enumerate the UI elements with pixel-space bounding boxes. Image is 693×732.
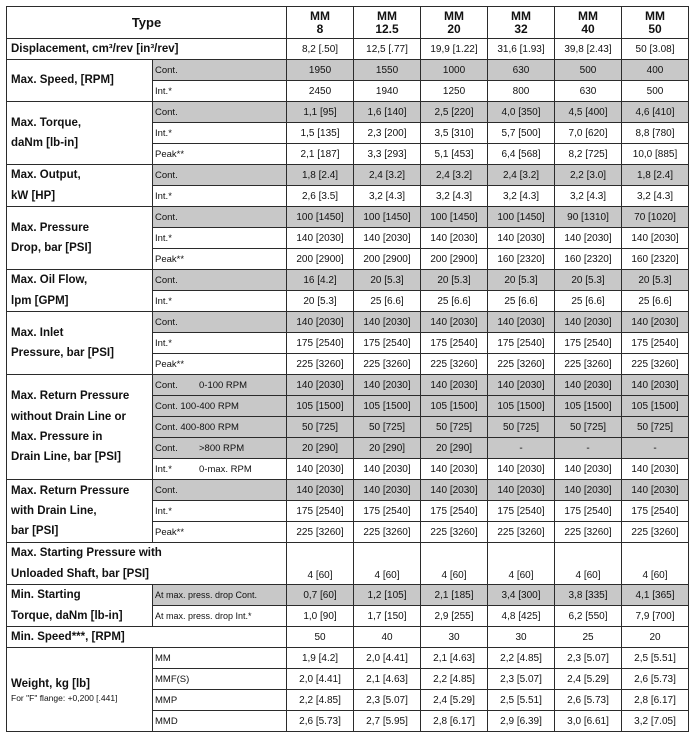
value-cell: 100 [1450] xyxy=(354,207,421,228)
value-cell: 100 [1450] xyxy=(488,207,555,228)
value-cell: 225 [3260] xyxy=(555,354,622,375)
value-cell: 140 [2030] xyxy=(421,459,488,480)
spec-table xyxy=(6,6,689,732)
value-cell: 175 [2540] xyxy=(287,501,354,522)
condition-label: Peak** xyxy=(153,522,287,543)
value-cell: 1,0 [90] xyxy=(287,606,354,627)
value-cell: 31,6 [1.93] xyxy=(488,39,555,60)
value-cell: 140 [2030] xyxy=(555,312,622,333)
param-label: Max. Output, kW [HP] xyxy=(7,165,153,207)
param-label: Min. Starting Torque, daNm [lb-in] xyxy=(7,585,153,627)
condition-label: Cont. xyxy=(153,312,287,333)
value-cell: 4 [60] xyxy=(421,543,488,585)
condition-label: Cont. xyxy=(153,60,287,81)
value-cell: 2,6 [5.73] xyxy=(555,690,622,711)
value-cell: - xyxy=(622,438,689,459)
value-cell: 200 [2900] xyxy=(354,249,421,270)
value-cell: 2,0 [4.41] xyxy=(354,648,421,669)
value-cell: 140 [2030] xyxy=(421,228,488,249)
value-cell: 500 xyxy=(555,60,622,81)
value-cell: - xyxy=(488,438,555,459)
value-cell: 1,2 [105] xyxy=(354,585,421,606)
value-cell: 1,8 [2.4] xyxy=(622,165,689,186)
value-cell: 50 [3.08] xyxy=(622,39,689,60)
value-cell: 140 [2030] xyxy=(622,459,689,480)
value-cell: 160 [2320] xyxy=(555,249,622,270)
condition-label: Int.* xyxy=(153,291,287,312)
value-cell: 140 [2030] xyxy=(488,459,555,480)
value-cell: 140 [2030] xyxy=(622,228,689,249)
condition-label: Peak** xyxy=(153,144,287,165)
value-cell: 630 xyxy=(555,81,622,102)
value-cell: 175 [2540] xyxy=(622,333,689,354)
value-cell: 2,4 [3.2] xyxy=(354,165,421,186)
value-cell: 1,7 [150] xyxy=(354,606,421,627)
value-cell: 105 [1500] xyxy=(555,396,622,417)
value-cell: 5,1 [453] xyxy=(421,144,488,165)
param-label: Max. Return Pressure without Drain Line or Max. Pressure in Drain Line, bar [PSI] xyxy=(7,375,153,480)
param-label: Max. Starting Pressure with Unloaded Shaft, bar [PSI] xyxy=(7,543,287,585)
value-cell: 225 [3260] xyxy=(421,354,488,375)
value-cell: 25 [6.6] xyxy=(421,291,488,312)
value-cell: 2,6 [5.73] xyxy=(622,669,689,690)
condition-label: Int.* xyxy=(153,501,287,522)
value-cell: 4 [60] xyxy=(622,543,689,585)
value-cell: 140 [2030] xyxy=(287,228,354,249)
value-cell: 225 [3260] xyxy=(421,522,488,543)
value-cell: 1940 xyxy=(354,81,421,102)
value-cell: 1,8 [2.4] xyxy=(287,165,354,186)
type-header: Type xyxy=(7,7,287,39)
value-cell: 2,5 [5.51] xyxy=(488,690,555,711)
value-cell: 2,4 [3.2] xyxy=(488,165,555,186)
param-label: Displacement, cm³/rev [in³/rev] xyxy=(7,39,287,60)
value-cell: 0,7 [60] xyxy=(287,585,354,606)
condition-label: Int.* xyxy=(153,81,287,102)
flange-note: For "F" flange: +0,200 [.441] xyxy=(11,692,118,703)
value-cell: 2450 xyxy=(287,81,354,102)
model-header: MM 12.5 xyxy=(354,7,421,39)
value-cell: 30 xyxy=(421,627,488,648)
condition-label: MMD xyxy=(153,711,287,732)
value-cell: 20 [290] xyxy=(354,438,421,459)
value-cell: 7,0 [620] xyxy=(555,123,622,144)
value-cell: 3,5 [310] xyxy=(421,123,488,144)
value-cell: 140 [2030] xyxy=(421,375,488,396)
value-cell: 25 [6.6] xyxy=(354,291,421,312)
value-cell: 175 [2540] xyxy=(555,501,622,522)
value-cell: 400 xyxy=(622,60,689,81)
value-cell: 3,2 [7.05] xyxy=(622,711,689,732)
value-cell: 3,0 [6.61] xyxy=(555,711,622,732)
value-cell: - xyxy=(555,438,622,459)
value-cell: 1950 xyxy=(287,60,354,81)
value-cell: 200 [2900] xyxy=(421,249,488,270)
condition-label: Cont. xyxy=(153,480,287,501)
value-cell: 3,4 [300] xyxy=(488,585,555,606)
param-label: Max. Pressure Drop, bar [PSI] xyxy=(7,207,153,270)
value-cell: 20 [290] xyxy=(287,438,354,459)
value-cell: 2,4 [5.29] xyxy=(421,690,488,711)
condition-label: Cont. >800 RPM xyxy=(153,438,287,459)
condition-label: Peak** xyxy=(153,249,287,270)
value-cell: 2,8 [6.17] xyxy=(421,711,488,732)
value-cell: 20 xyxy=(622,627,689,648)
value-cell: 140 [2030] xyxy=(287,312,354,333)
value-cell: 175 [2540] xyxy=(354,501,421,522)
condition-label: Cont. xyxy=(153,102,287,123)
value-cell: 2,2 [3.0] xyxy=(555,165,622,186)
value-cell: 7,9 [700] xyxy=(622,606,689,627)
value-cell: 4 [60] xyxy=(287,543,354,585)
value-cell: 140 [2030] xyxy=(287,480,354,501)
value-cell: 140 [2030] xyxy=(622,312,689,333)
value-cell: 20 [290] xyxy=(421,438,488,459)
value-cell: 140 [2030] xyxy=(354,459,421,480)
condition-label: Cont. 0-100 RPM xyxy=(153,375,287,396)
value-cell: 50 [725] xyxy=(622,417,689,438)
value-cell: 225 [3260] xyxy=(354,354,421,375)
value-cell: 2,0 [4.41] xyxy=(287,669,354,690)
value-cell: 2,4 [3.2] xyxy=(421,165,488,186)
value-cell: 140 [2030] xyxy=(488,480,555,501)
value-cell: 25 xyxy=(555,627,622,648)
value-cell: 225 [3260] xyxy=(287,354,354,375)
value-cell: 140 [2030] xyxy=(488,375,555,396)
condition-label: Cont. 100-400 RPM xyxy=(153,396,287,417)
value-cell: 2,9 [6.39] xyxy=(488,711,555,732)
value-cell: 2,3 [200] xyxy=(354,123,421,144)
condition-label: MM xyxy=(153,648,287,669)
value-cell: 16 [4.2] xyxy=(287,270,354,291)
value-cell: 2,8 [6.17] xyxy=(622,690,689,711)
param-label: Max. Oil Flow, lpm [GPM] xyxy=(7,270,153,312)
value-cell: 2,6 [3.5] xyxy=(287,186,354,207)
param-label: Weight, kg [lb] For "F" flange: +0,200 [.441] xyxy=(7,648,153,732)
param-label: Max. Inlet Pressure, bar [PSI] xyxy=(7,312,153,375)
value-cell: 3,2 [4.3] xyxy=(488,186,555,207)
value-cell: 20 [5.3] xyxy=(622,270,689,291)
value-cell: 1,5 [135] xyxy=(287,123,354,144)
value-cell: 140 [2030] xyxy=(421,312,488,333)
value-cell: 3,2 [4.3] xyxy=(622,186,689,207)
value-cell: 2,9 [255] xyxy=(421,606,488,627)
value-cell: 6,2 [550] xyxy=(555,606,622,627)
value-cell: 105 [1500] xyxy=(622,396,689,417)
value-cell: 20 [5.3] xyxy=(287,291,354,312)
value-cell: 100 [1450] xyxy=(287,207,354,228)
value-cell: 1250 xyxy=(421,81,488,102)
value-cell: 2,3 [5.07] xyxy=(354,690,421,711)
value-cell: 8,2 [.50] xyxy=(287,39,354,60)
value-cell: 90 [1310] xyxy=(555,207,622,228)
value-cell: 50 [725] xyxy=(354,417,421,438)
condition-label: At max. press. drop Int.* xyxy=(153,606,287,627)
condition-label: Int.* 0-max. RPM xyxy=(153,459,287,480)
condition-label: Cont. xyxy=(153,165,287,186)
value-cell: 1550 xyxy=(354,60,421,81)
value-cell: 175 [2540] xyxy=(488,333,555,354)
param-label: Min. Speed***, [RPM] xyxy=(7,627,287,648)
value-cell: 140 [2030] xyxy=(622,375,689,396)
value-cell: 225 [3260] xyxy=(488,354,555,375)
param-label: Max. Return Pressure with Drain Line, bar [PSI] xyxy=(7,480,153,543)
value-cell: 225 [3260] xyxy=(354,522,421,543)
condition-label: At max. press. drop Cont. xyxy=(153,585,287,606)
value-cell: 2,1 [185] xyxy=(421,585,488,606)
value-cell: 175 [2540] xyxy=(421,333,488,354)
value-cell: 3,2 [4.3] xyxy=(354,186,421,207)
value-cell: 10,0 [885] xyxy=(622,144,689,165)
condition-label: Int.* xyxy=(153,333,287,354)
value-cell: 140 [2030] xyxy=(354,228,421,249)
value-cell: 630 xyxy=(488,60,555,81)
condition-label: Int.* xyxy=(153,228,287,249)
condition-label: Cont. 400-800 RPM xyxy=(153,417,287,438)
model-header: MM 20 xyxy=(421,7,488,39)
model-header: MM 32 xyxy=(488,7,555,39)
condition-label: MMP xyxy=(153,690,287,711)
condition-label: MMF(S) xyxy=(153,669,287,690)
value-cell: 70 [1020] xyxy=(622,207,689,228)
value-cell: 100 [1450] xyxy=(421,207,488,228)
value-cell: 140 [2030] xyxy=(287,375,354,396)
value-cell: 40 xyxy=(354,627,421,648)
model-header: MM 8 xyxy=(287,7,354,39)
value-cell: 3,3 [293] xyxy=(354,144,421,165)
value-cell: 3,2 [4.3] xyxy=(421,186,488,207)
value-cell: 30 xyxy=(488,627,555,648)
value-cell: 39,8 [2.43] xyxy=(555,39,622,60)
value-cell: 175 [2540] xyxy=(287,333,354,354)
value-cell: 140 [2030] xyxy=(421,480,488,501)
value-cell: 6,4 [568] xyxy=(488,144,555,165)
param-label: Max. Speed, [RPM] xyxy=(7,60,153,102)
param-label: Max. Torque, daNm [lb-in] xyxy=(7,102,153,165)
value-cell: 4,1 [365] xyxy=(622,585,689,606)
value-cell: 20 [5.3] xyxy=(421,270,488,291)
value-cell: 20 [5.3] xyxy=(555,270,622,291)
value-cell: 140 [2030] xyxy=(488,312,555,333)
value-cell: 175 [2540] xyxy=(555,333,622,354)
value-cell: 5,7 [500] xyxy=(488,123,555,144)
condition-label: Cont. xyxy=(153,270,287,291)
value-cell: 2,4 [5.29] xyxy=(555,669,622,690)
value-cell: 1,6 [140] xyxy=(354,102,421,123)
value-cell: 50 [725] xyxy=(488,417,555,438)
value-cell: 105 [1500] xyxy=(488,396,555,417)
value-cell: 140 [2030] xyxy=(488,228,555,249)
value-cell: 4,5 [400] xyxy=(555,102,622,123)
value-cell: 225 [3260] xyxy=(287,522,354,543)
value-cell: 4 [60] xyxy=(555,543,622,585)
model-header: MM 50 xyxy=(622,7,689,39)
value-cell: 50 xyxy=(287,627,354,648)
value-cell: 2,1 [4.63] xyxy=(421,648,488,669)
value-cell: 140 [2030] xyxy=(555,480,622,501)
value-cell: 50 [725] xyxy=(555,417,622,438)
condition-label: Peak** xyxy=(153,354,287,375)
value-cell: 160 [2320] xyxy=(622,249,689,270)
value-cell: 2,1 [187] xyxy=(287,144,354,165)
value-cell: 175 [2540] xyxy=(354,333,421,354)
value-cell: 4 [60] xyxy=(354,543,421,585)
value-cell: 140 [2030] xyxy=(555,228,622,249)
value-cell: 800 xyxy=(488,81,555,102)
value-cell: 1000 xyxy=(421,60,488,81)
value-cell: 225 [3260] xyxy=(622,522,689,543)
value-cell: 200 [2900] xyxy=(287,249,354,270)
value-cell: 225 [3260] xyxy=(488,522,555,543)
value-cell: 2,2 [4.85] xyxy=(421,669,488,690)
value-cell: 12,5 [.77] xyxy=(354,39,421,60)
value-cell: 1,1 [95] xyxy=(287,102,354,123)
value-cell: 4 [60] xyxy=(488,543,555,585)
value-cell: 3,2 [4.3] xyxy=(555,186,622,207)
value-cell: 20 [5.3] xyxy=(354,270,421,291)
value-cell: 2,1 [4.63] xyxy=(354,669,421,690)
value-cell: 500 xyxy=(622,81,689,102)
value-cell: 4,8 [425] xyxy=(488,606,555,627)
value-cell: 4,0 [350] xyxy=(488,102,555,123)
value-cell: 2,2 [4.85] xyxy=(488,648,555,669)
value-cell: 25 [6.6] xyxy=(555,291,622,312)
value-cell: 3,8 [335] xyxy=(555,585,622,606)
value-cell: 140 [2030] xyxy=(354,480,421,501)
value-cell: 4,6 [410] xyxy=(622,102,689,123)
value-cell: 25 [6.6] xyxy=(622,291,689,312)
value-cell: 160 [2320] xyxy=(488,249,555,270)
value-cell: 20 [5.3] xyxy=(488,270,555,291)
value-cell: 2,2 [4.85] xyxy=(287,690,354,711)
value-cell: 8,2 [725] xyxy=(555,144,622,165)
value-cell: 50 [725] xyxy=(421,417,488,438)
model-header: MM 40 xyxy=(555,7,622,39)
value-cell: 140 [2030] xyxy=(555,375,622,396)
value-cell: 2,6 [5.73] xyxy=(287,711,354,732)
value-cell: 140 [2030] xyxy=(354,312,421,333)
value-cell: 175 [2540] xyxy=(488,501,555,522)
value-cell: 8,8 [780] xyxy=(622,123,689,144)
condition-label: Int.* xyxy=(153,186,287,207)
value-cell: 1,9 [4.2] xyxy=(287,648,354,669)
value-cell: 2,5 [5.51] xyxy=(622,648,689,669)
value-cell: 175 [2540] xyxy=(622,501,689,522)
value-cell: 140 [2030] xyxy=(287,459,354,480)
value-cell: 2,5 [220] xyxy=(421,102,488,123)
condition-label: Cont. xyxy=(153,207,287,228)
value-cell: 105 [1500] xyxy=(287,396,354,417)
value-cell: 140 [2030] xyxy=(354,375,421,396)
value-cell: 175 [2540] xyxy=(421,501,488,522)
value-cell: 50 [725] xyxy=(287,417,354,438)
value-cell: 140 [2030] xyxy=(555,459,622,480)
value-cell: 105 [1500] xyxy=(354,396,421,417)
condition-label: Int.* xyxy=(153,123,287,144)
value-cell: 2,3 [5.07] xyxy=(488,669,555,690)
value-cell: 2,3 [5.07] xyxy=(555,648,622,669)
value-cell: 225 [3260] xyxy=(555,522,622,543)
value-cell: 2,7 [5.95] xyxy=(354,711,421,732)
value-cell: 140 [2030] xyxy=(622,480,689,501)
value-cell: 19,9 [1.22] xyxy=(421,39,488,60)
value-cell: 105 [1500] xyxy=(421,396,488,417)
value-cell: 25 [6.6] xyxy=(488,291,555,312)
value-cell: 225 [3260] xyxy=(622,354,689,375)
